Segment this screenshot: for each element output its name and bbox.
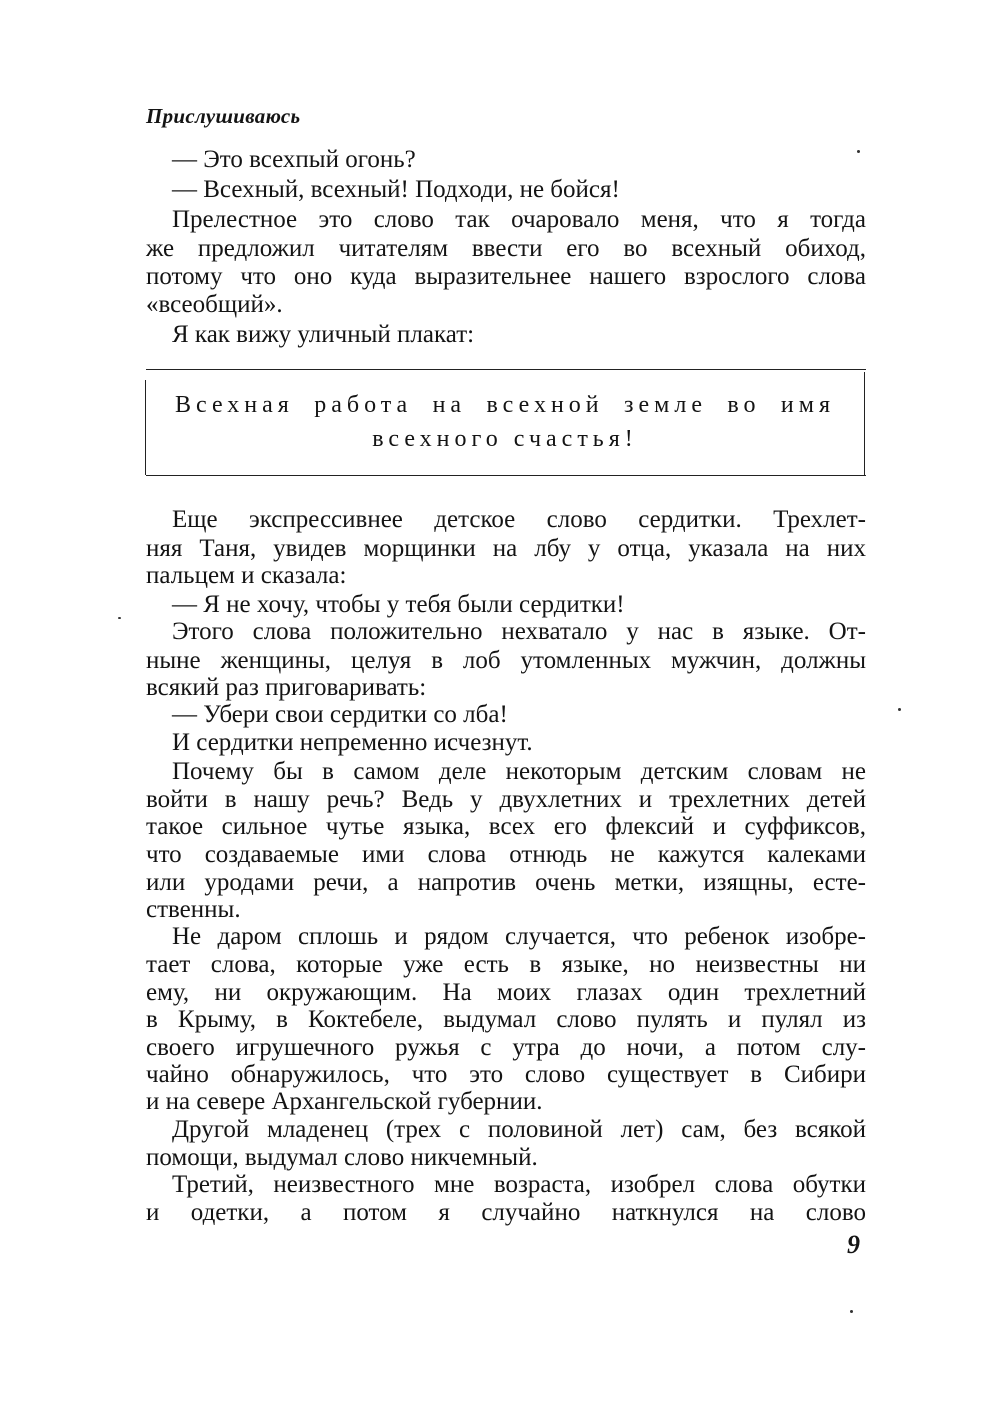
poster-left-border xyxy=(145,380,146,475)
text-line: пальцем и сказала: xyxy=(146,562,347,589)
text-line: ственны. xyxy=(146,896,241,923)
text-line: — Убери свои сердитки со лба! xyxy=(172,701,508,728)
text-line: же предложил читателям ввести его во всехный обиход, xyxy=(146,235,866,262)
text-line: Я как вижу уличный плакат: xyxy=(172,321,475,348)
text-line: ему, ни окружающим. На моих глазах один трехлетний xyxy=(146,979,866,1006)
poster-line-1: Всехная работа на всехной земле во имя xyxy=(175,392,835,418)
text-line: Другой младенец (трех с половиной лет) сам, без всякой xyxy=(172,1116,866,1143)
poster-bottom-rule xyxy=(146,475,866,476)
text-line: няя Таня, увидев морщинки на лбу у отца, указала на них xyxy=(146,535,866,562)
scan-speck xyxy=(857,150,860,153)
text-line: тает слова, которые уже есть в языке, но неизвестны ни xyxy=(146,951,866,978)
scan-speck xyxy=(118,617,121,619)
poster-line-2: всехного счастья! xyxy=(372,426,638,452)
running-header: Прислушиваюсь xyxy=(146,104,301,128)
text-line: помощи, выдумал слово никчемный. xyxy=(146,1144,538,1171)
text-line: «всеобщий». xyxy=(146,291,283,318)
text-line: ныне женщины, целуя в лоб утомленных мужчин, должны xyxy=(146,647,866,674)
text-line: что создаваемые ими слова отнюдь не кажутся калеками xyxy=(146,841,866,868)
text-line: — Это всехпый огонь? xyxy=(172,146,416,173)
text-line: Не даром сплошь и рядом случается, что ребенок изобре- xyxy=(172,923,866,950)
text-line: И сердитки непременно исчезнут. xyxy=(172,729,533,756)
text-line: в Крыму, в Коктебеле, выдумал слово пулять и пулял из xyxy=(146,1006,866,1033)
text-line: Прелестное это слово так очаровало меня, что я тогда xyxy=(172,206,866,233)
text-line: — Всехный, всехный! Подходи, не бойся! xyxy=(172,176,620,203)
text-line: всякий раз приговаривать: xyxy=(146,674,427,701)
text-line: чайно обнаружилось, что это слово существует в Сибири xyxy=(146,1061,866,1088)
text-line: потому что оно куда выразительнее нашего взрослого слова xyxy=(146,263,866,290)
text-line: и на севере Архангельской губернии. xyxy=(146,1088,543,1115)
poster-right-border xyxy=(864,372,865,475)
text-line: Третий, неизвестного мне возраста, изобрел слова обутки xyxy=(172,1171,866,1198)
text-line: такое сильное чутье языка, всех его флексий и суффиксов, xyxy=(146,813,866,840)
text-line: и одетки, а потом я случайно наткнулся на слово xyxy=(146,1199,866,1226)
text-line: или уродами речи, а напротив очень метки, изящны, есте- xyxy=(146,869,866,896)
scan-speck xyxy=(898,708,901,711)
scan-speck xyxy=(850,1310,853,1313)
text-line: Этого слова положительно нехватало у нас в языке. От- xyxy=(172,618,866,645)
text-line: войти в нашу речь? Ведь у двухлетних и трехлетних детей xyxy=(146,786,866,813)
text-line: — Я не хочу, чтобы у тебя были сердитки! xyxy=(172,591,625,618)
text-line: Еще экспрессивнее детское слово сердитки. Трехлет- xyxy=(172,506,866,533)
page-number: 9 xyxy=(847,1230,860,1259)
text-line: своего игрушечного ружья с утра до ночи, а потом слу- xyxy=(146,1034,866,1061)
text-line: Почему бы в самом деле некоторым детским словам не xyxy=(172,758,866,785)
poster-top-rule xyxy=(146,369,866,370)
